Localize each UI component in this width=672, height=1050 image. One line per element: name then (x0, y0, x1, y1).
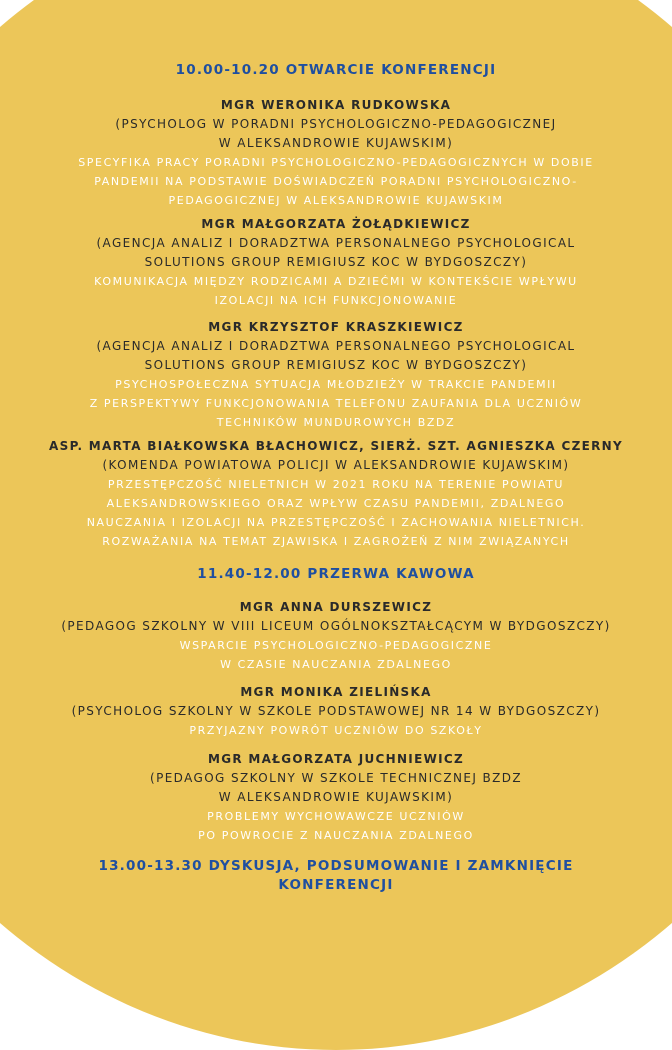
talk-topic: KOMUNIKACJA MIĘDZY RODZICAMI A DZIEĆMI W KONTEKŚCIE WPŁYWU (94, 275, 578, 288)
talk-rudkowska (0, 96, 672, 210)
closing-time: KONFERENCJI (278, 877, 394, 893)
speaker-affiliation: (PEDAGOG SZKOLNY W SZKOLE TECHNICZNEJ BZDZ (149, 771, 522, 785)
speaker-name: MGR ANNA DURSZEWICZ (239, 600, 433, 614)
talk-topic: PEDAGOGICZNEJ W ALEKSANDROWIE KUJAWSKIM (168, 194, 504, 207)
talk-topic: ALEKSANDROWSKIEGO ORAZ WPŁYW CZASU PANDEMII, ZDALNEGO (106, 497, 566, 510)
speaker-name: MGR MAŁGORZATA ŻOŁĄDKIEWICZ (201, 217, 471, 231)
speaker-affiliation: SOLUTIONS GROUP REMIGIUSZ KOC W BYDGOSZCZY) (144, 358, 528, 372)
talk-topic: PANDEMII NA PODSTAWIE DOŚWIADCZEŃ PORADNI PSYCHOLOGICZNO- (94, 175, 578, 188)
speaker-affiliation: (AGENCJA ANALIZ I DORADZTWA PERSONALNEGO PSYCHOLOGICAL (96, 236, 576, 250)
talk-topic: IZOLACJI NA ICH FUNKCJONOWANIE (214, 294, 458, 307)
closing-block (0, 857, 672, 895)
talk-durszewicz (0, 598, 672, 674)
speaker-name: MGR MAŁGORZATA JUCHNIEWICZ (208, 752, 464, 766)
speaker-affiliation: (PSYCHOLOG SZKOLNY W SZKOLE PODSTAWOWEJ NR 14 W BYDGOSZCZY) (71, 704, 601, 718)
talk-kraszkiewicz (0, 318, 672, 432)
opening-time: 10.00-10.20 OTWARCIE KONFERENCJI (175, 62, 497, 78)
talk-topic: Z PERSPEKTYWY FUNKCJONOWANIA TELEFONU ZAUFANIA DLA UCZNIÓW (89, 397, 583, 410)
speaker-affiliation: SOLUTIONS GROUP REMIGIUSZ KOC W BYDGOSZCZY) (144, 255, 528, 269)
speaker-name: ASP. MARTA BIAŁKOWSKA BŁACHOWICZ, SIERŻ. SZT. AGNIESZKA CZERNY (49, 439, 623, 453)
closing-time: 13.00-13.30 DYSKUSJA, PODSUMOWANIE I ZAMKNIĘCIE (98, 858, 574, 874)
speaker-affiliation: (KOMENDA POWIATOWA POLICJI W ALEKSANDROWIE KUJAWSKIM) (102, 458, 570, 472)
talk-topic: PROBLEMY WYCHOWAWCZE UCZNIÓW (207, 810, 465, 823)
talk-topic: PO POWROCIE Z NAUCZANIA ZDALNEGO (198, 829, 474, 842)
talk-topic: PRZYJAZNY POWRÓT UCZNIÓW DO SZKOŁY (189, 724, 483, 737)
talk-zielinska (0, 683, 672, 740)
talk-topic: PRZESTĘPCZOŚĆ NIELETNICH W 2021 ROKU NA TERENIE POWIATU (107, 478, 565, 491)
speaker-affiliation: (PEDAGOG SZKOLNY W VIII LICEUM OGÓLNOKSZTAŁCĄCYM W BYDGOSZCZY) (61, 619, 611, 633)
speaker-affiliation: W ALEKSANDROWIE KUJAWSKIM) (218, 790, 454, 804)
talk-topic: W CZASIE NAUCZANIA ZDALNEGO (220, 658, 452, 671)
talk-topic: TECHNIKÓW MUNDUROWYCH BZDZ (216, 416, 456, 429)
speaker-affiliation: (PSYCHOLOG W PORADNI PSYCHOLOGICZNO-PEDAGOGICZNEJ (115, 117, 557, 131)
talk-zoladkiewicz (0, 215, 672, 310)
speaker-affiliation: W ALEKSANDROWIE KUJAWSKIM) (218, 136, 454, 150)
talk-topic: NAUCZANIA I IZOLACJI NA PRZESTĘPCZOŚĆ I ZACHOWANIA NIELETNICH. (86, 516, 586, 529)
speaker-name: MGR WERONIKA RUDKOWSKA (220, 98, 452, 112)
break-time: 11.40-12.00 PRZERWA KAWOWA (197, 566, 475, 582)
speaker-affiliation: (AGENCJA ANALIZ I DORADZTWA PERSONALNEGO PSYCHOLOGICAL (96, 339, 576, 353)
talk-topic: SPECYFIKA PRACY PORADNI PSYCHOLOGICZNO-PEDAGOGICZNYCH W DOBIE (78, 156, 594, 169)
talk-juchniewicz (0, 750, 672, 845)
speaker-name: MGR MONIKA ZIELIŃSKA (240, 685, 432, 699)
speaker-name: MGR KRZYSZTOF KRASZKIEWICZ (208, 320, 464, 334)
talk-topic: WSPARCIE PSYCHOLOGICZNO-PEDAGOGICZNE (179, 639, 493, 652)
talk-topic: PSYCHOSPOŁECZNA SYTUACJA MŁODZIEŻY W TRAKCIE PANDEMII (115, 378, 557, 391)
talk-topic: ROZWAŻANIA NA TEMAT ZJAWISKA I ZAGROŻEŃ Z NIM ZWIĄZANYCH (102, 535, 570, 548)
talk-police (0, 437, 672, 551)
